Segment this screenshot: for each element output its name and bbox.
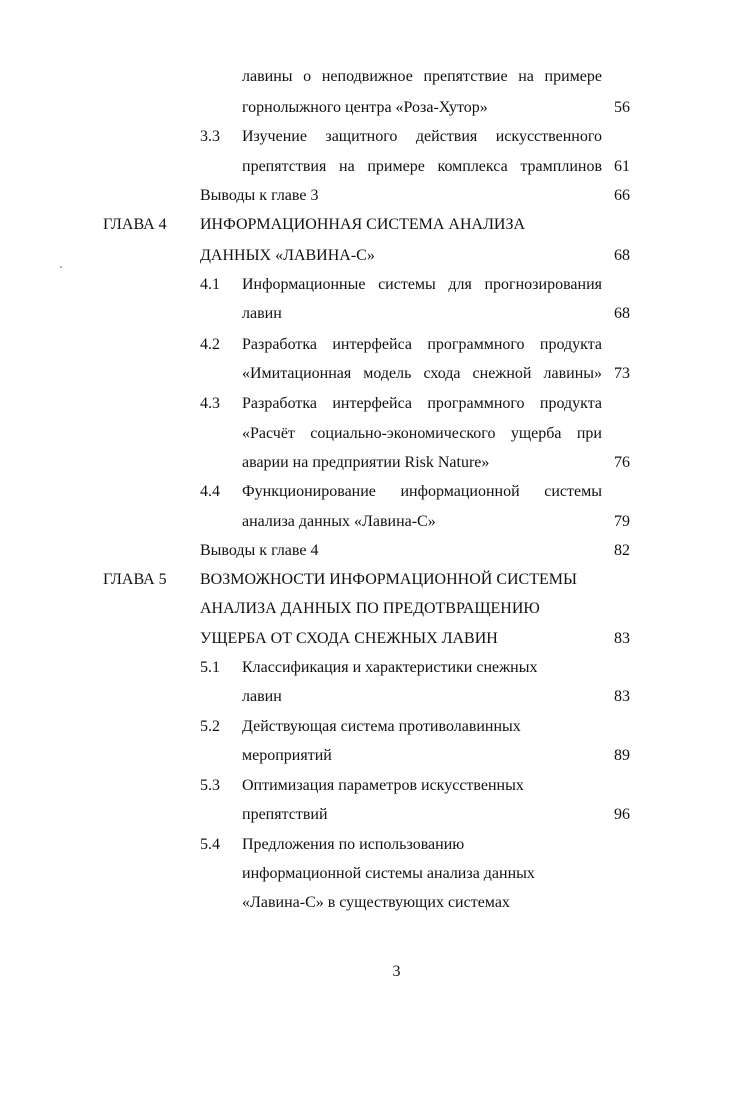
toc-section-number: 4.4 <box>200 483 220 500</box>
toc-chapter-title-line: АНАЛИЗА ДАННЫХ ПО ПРЕДОТВРАЩЕНИЮ <box>200 600 540 617</box>
toc-chapter-title-line: ВОЗМОЖНОСТИ ИНФОРМАЦИОННОЙ СИСТЕМЫ <box>200 571 577 588</box>
toc-page-number: 68 <box>614 247 630 264</box>
toc-entry-text-line: Действующая система противолавинных <box>242 718 521 735</box>
toc-section-number: 5.3 <box>200 777 220 794</box>
scan-speck <box>60 266 62 268</box>
toc-entry-text-line: препятствия на примере комплекса трамплинов <box>242 158 602 175</box>
toc-entry-text-line: мероприятий <box>242 747 332 764</box>
toc-section-number: 4.2 <box>200 336 220 353</box>
toc-entry-text-line: Изучение защитного действия искусственного <box>242 128 602 145</box>
toc-chapter-title-line: ИНФОРМАЦИОННАЯ СИСТЕМА АНАЛИЗА <box>200 216 526 233</box>
toc-section-number: 4.1 <box>200 276 220 293</box>
toc-conclusion: Выводы к главе 3 <box>200 187 319 204</box>
toc-page-number: 83 <box>614 630 630 647</box>
toc-entry-text-line: «Лавина-С» в существующих системах <box>242 894 510 911</box>
toc-entry-text-line: лавин <box>242 305 282 322</box>
toc-chapter-title-line: ДАННЫХ «ЛАВИНА-С» <box>200 247 375 264</box>
toc-entry-text-line: Классификация и характеристики снежных <box>242 659 538 676</box>
toc-section-number: 5.4 <box>200 836 220 853</box>
toc-chapter-label: ГЛАВА 4 <box>103 216 167 233</box>
toc-page-number: 79 <box>614 513 630 530</box>
toc-entry-text-line: «Имитационная модель схода снежной лавины» <box>242 365 602 382</box>
toc-conclusion: Выводы к главе 4 <box>200 542 319 559</box>
toc-section-number: 4.3 <box>200 395 220 412</box>
toc-page-number: 89 <box>614 747 630 764</box>
footer-page-number: 3 <box>392 963 401 980</box>
toc-page-number: 82 <box>614 542 630 559</box>
toc-page-number: 56 <box>614 99 630 116</box>
toc-entry-text-line: анализа данных «Лавина-С» <box>242 513 436 530</box>
toc-page-number: 76 <box>614 454 630 471</box>
toc-entry-text-line: горнолыжного центра «Роза-Хутор» <box>242 99 488 116</box>
toc-page-number: 73 <box>614 365 630 382</box>
toc-entry-text-line: Предложения по использованию <box>242 836 465 853</box>
toc-entry-text-line: лавины о неподвижное препятствие на примере <box>242 68 602 85</box>
toc-page-number: 68 <box>614 305 630 322</box>
toc-page-number: 66 <box>614 187 630 204</box>
toc-section-number: 3.3 <box>200 128 220 145</box>
toc-section-number: 5.1 <box>200 659 220 676</box>
toc-page-number: 83 <box>614 688 630 705</box>
toc-chapter-label: ГЛАВА 5 <box>103 571 167 588</box>
toc-entry-text-line: «Расчёт социально-экономического ущерба при <box>242 425 602 442</box>
toc-page-number: 61 <box>614 158 630 175</box>
toc-page-number: 96 <box>614 806 630 823</box>
toc-entry-text-line: аварии на предприятии Risk Nature» <box>242 454 490 471</box>
toc-entry-text-line: Информационные системы для прогнозирования <box>242 276 602 293</box>
toc-entry-text-line: информационной системы анализа данных <box>242 865 535 882</box>
toc-chapter-title-line: УЩЕРБА ОТ СХОДА СНЕЖНЫХ ЛАВИН <box>200 630 498 647</box>
toc-entry-text-line: препятствий <box>242 806 328 823</box>
toc-entry-text-line: Разработка интерфейса программного продукта <box>242 336 602 353</box>
toc-entry-text-line: Оптимизация параметров искусственных <box>242 777 524 794</box>
toc-entry-text-line: Функционирование информационной системы <box>242 483 602 500</box>
toc-section-number: 5.2 <box>200 718 220 735</box>
toc-entry-text-line: лавин <box>242 688 282 705</box>
toc-entry-text-line: Разработка интерфейса программного продукта <box>242 395 602 412</box>
